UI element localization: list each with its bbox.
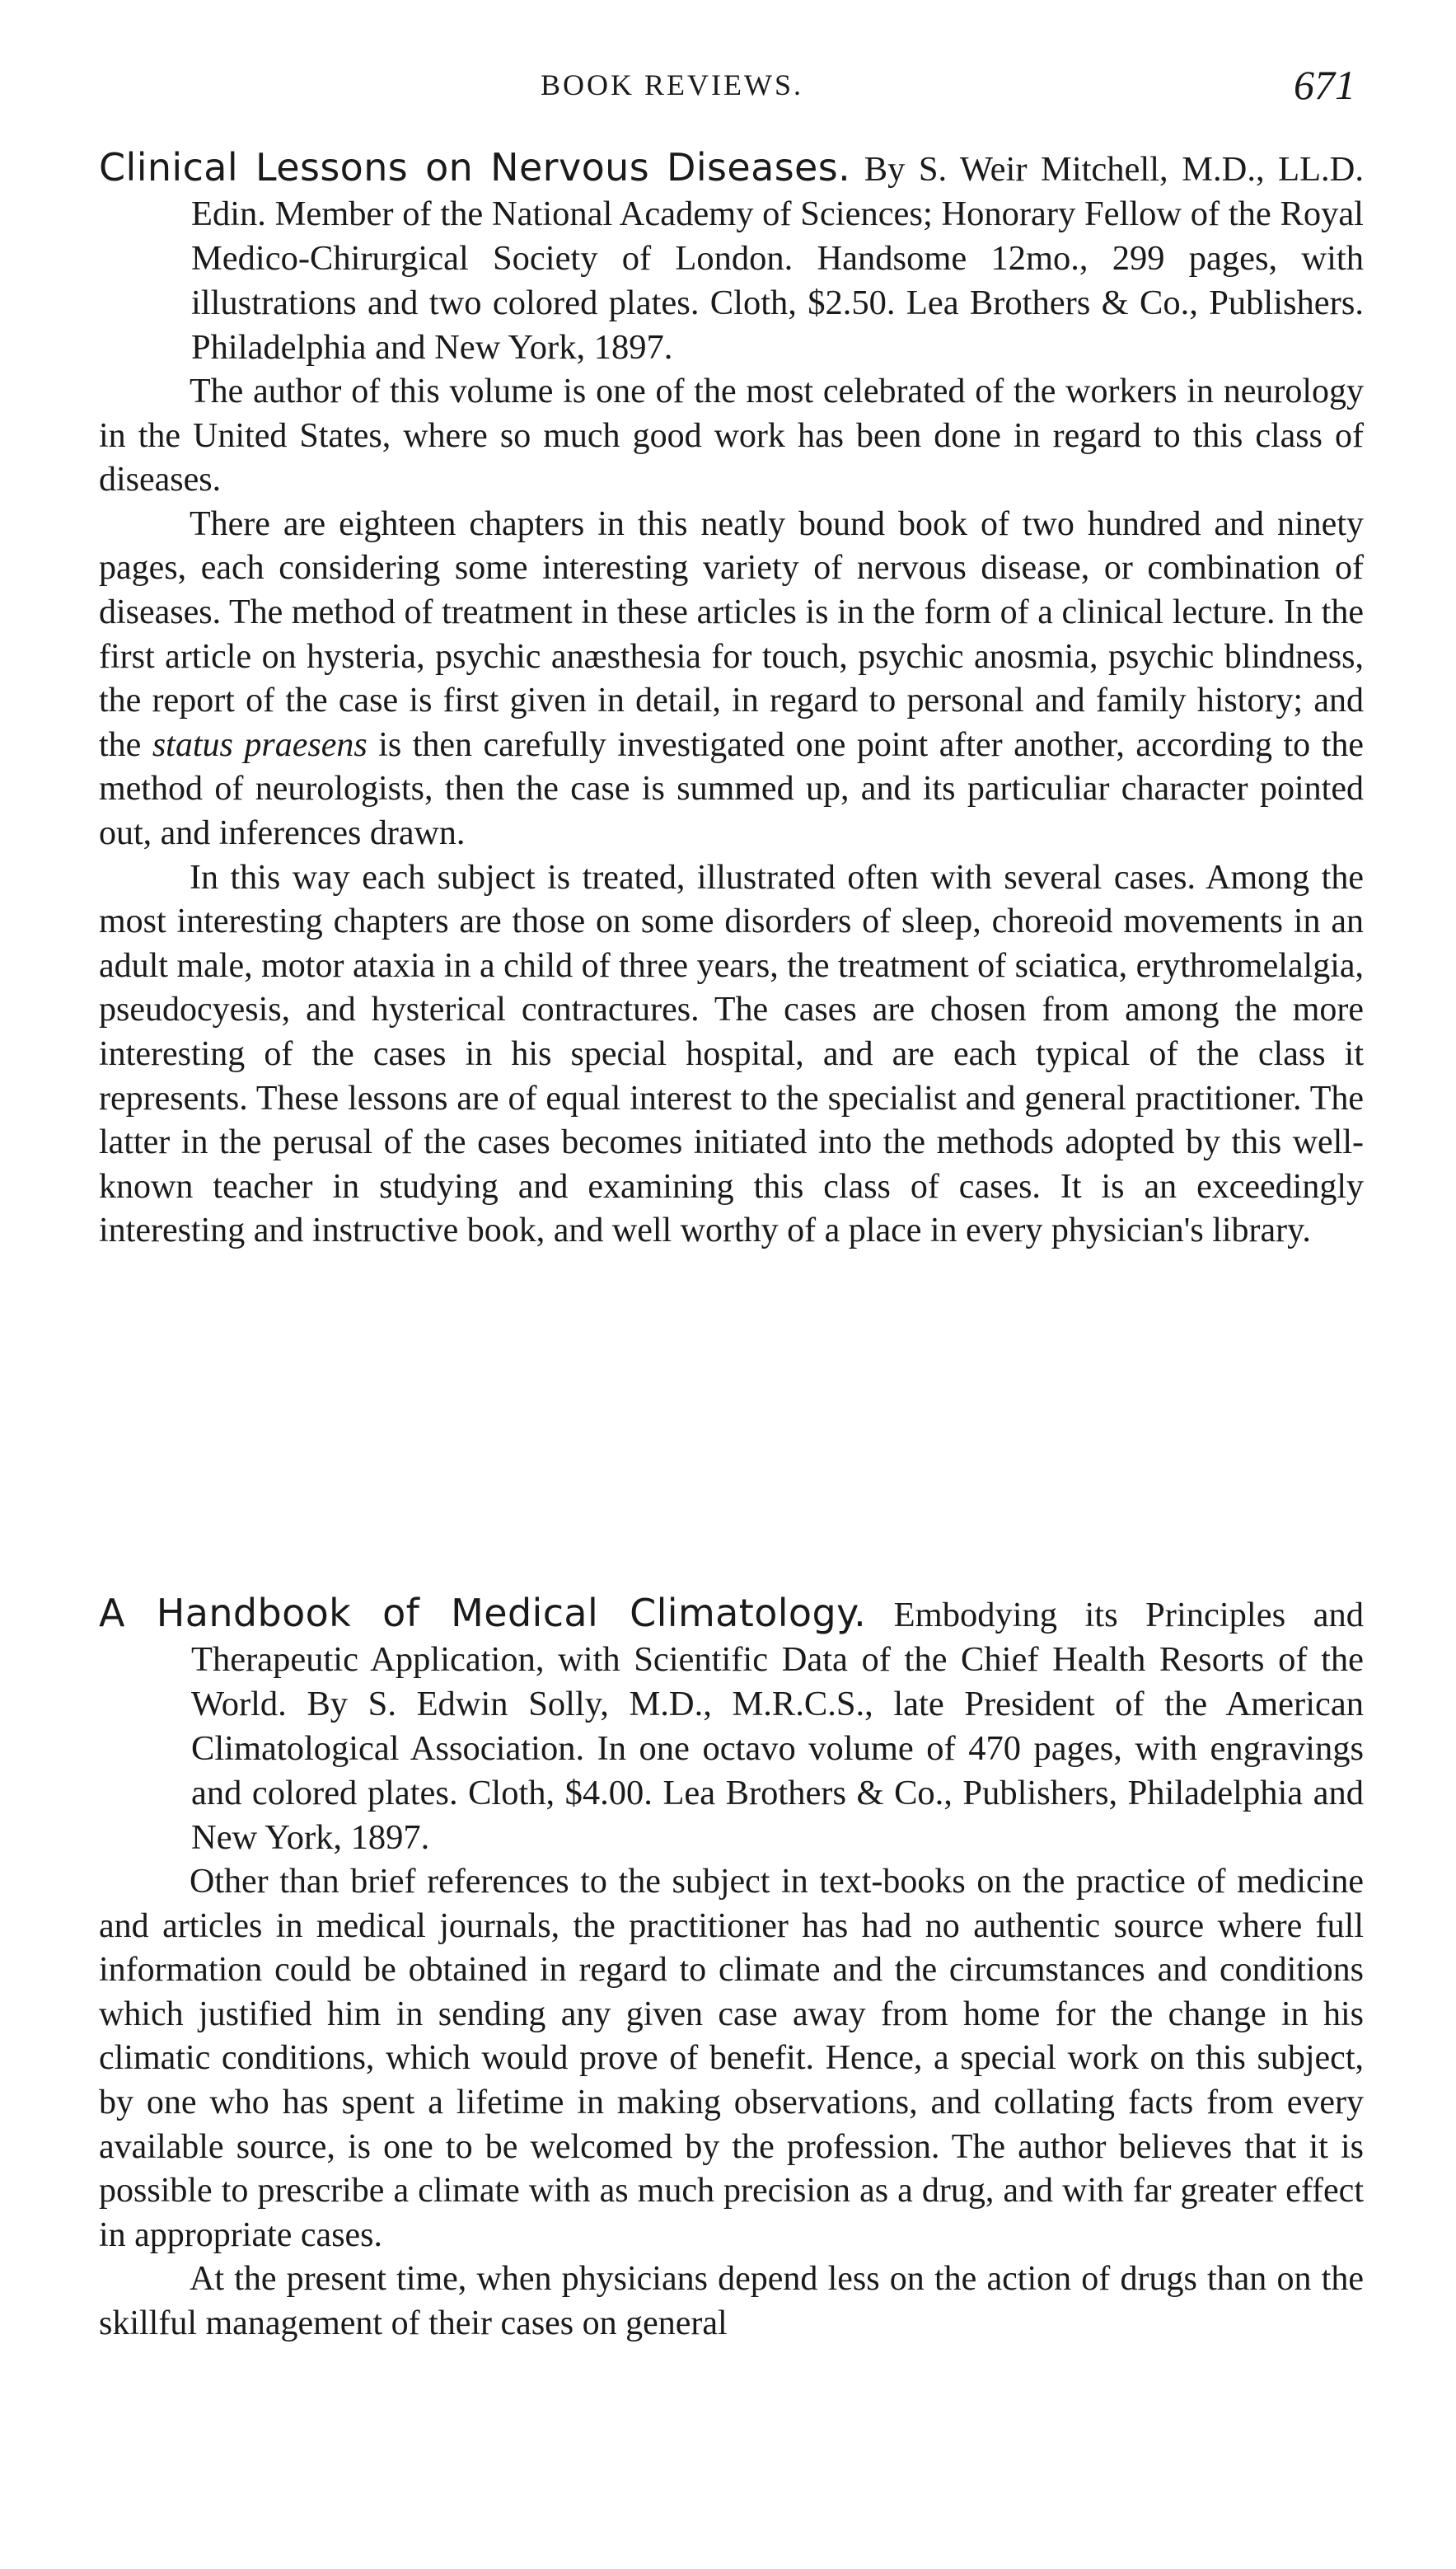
review-paragraph: At the present time, when physicians depend less on the action of drugs than on the skillful management of their cases on general bbox=[99, 2260, 1364, 2342]
review-paragraph: The author of this volume is one of the most celebrated of the workers in neurology in the United States, where so much good work has been done in regard to this class of diseases. bbox=[99, 373, 1364, 499]
running-title: BOOK REVIEWS. bbox=[541, 68, 803, 101]
paragraph-text: is then carefully investigated one point after another, according to the method of neurologists, then the case is summed up, and its particuliar character pointed out, and inferences drawn. bbox=[99, 725, 1365, 852]
review-paragraph bbox=[99, 503, 1364, 856]
review-paragraph: Other than brief references to the subject in text-books on the practice of medicine and articles in medical journals, the practitioner has had no authentic source where full information could be obtained in regard to climate and the circumstances and conditions which justified him in sending any given case away from home for the change in his climatic conditions, which would prove of benefit. Hence, a special work on this subject, by one who has spent a lifetime in making observations, and collating facts from every available source, is one to be welcomed by the profession. The author believes that it is possible to prescribe a climate with as much precision as a drug, and with far greater effect in appropriate cases. bbox=[99, 1863, 1364, 2254]
review-heading bbox=[99, 145, 1364, 370]
review-clinical-lessons bbox=[99, 145, 1364, 1254]
book-citation: By S. Weir Mitchell, M.D., LL.D. Edin. Member of the National Academy of Sciences; Honorary Fellow of the Royal Medico-Chirurgical Society of London. Handsome 12mo., 299 pages, with illustrations and two colored plates. Cloth, $2.50. Lea Brothers & Co., Publishers. Philadelphia and New York, 1897. bbox=[191, 150, 1364, 367]
running-head bbox=[0, 62, 1456, 117]
book-title: Clinical Lessons on Nervous Diseases. bbox=[99, 145, 851, 190]
review-paragraph: In this way each subject is treated, illustrated often with several cases. Among the most interesting chapters are those on some disorders of sleep, choreoid movements in an adult male, motor ataxia in a child of three years, the treatment of sciatica, erythromelalgia, pseudocyesis, and hysterical contractures. The cases are chosen from among the more interesting of the cases in his special hospital, and are each typical of the class it represents. These lessons are of equal interest to the specialist and general practitioner. The latter in the perusal of the cases becomes initiated into the methods adopted by this well-known teacher in studying and examining this class of cases. It is an exceedingly interesting and instructive book, and well worthy of a place in every physician's library. bbox=[99, 858, 1364, 1250]
review-heading bbox=[99, 1591, 1364, 1860]
book-citation: Embodying its Principles and Therapeutic Application, with Scientific Data of the Chief Health Resorts of the World. By S. Edwin Solly, M.D., M.R.C.S., late President of the American Climatological Association. In one octavo volume of 470 pages, with engravings and colored plates. Cloth, $4.00. Lea Brothers & Co., Publishers, Philadelphia and New York, 1897. bbox=[191, 1596, 1365, 1857]
book-title: A Handbook of Medical Climatology. bbox=[99, 1591, 867, 1635]
page-number: 671 bbox=[1294, 62, 1355, 108]
review-medical-climatology bbox=[99, 1591, 1364, 2346]
italic-phrase: status praesens bbox=[152, 725, 368, 764]
paragraph-text: There are eighteen chapters in this neatly bound book of two hundred and ninety pages, each considering some interesting variety of nervous disease, or combination of diseases. The method of treatment in these articles is in the form of a clinical lecture. In the first article on hysteria, psychic anæsthesia for touch, psychic anosmia, psychic blindness, the report of the case is first given in detail, in regard to personal and family history; and the bbox=[99, 504, 1364, 764]
